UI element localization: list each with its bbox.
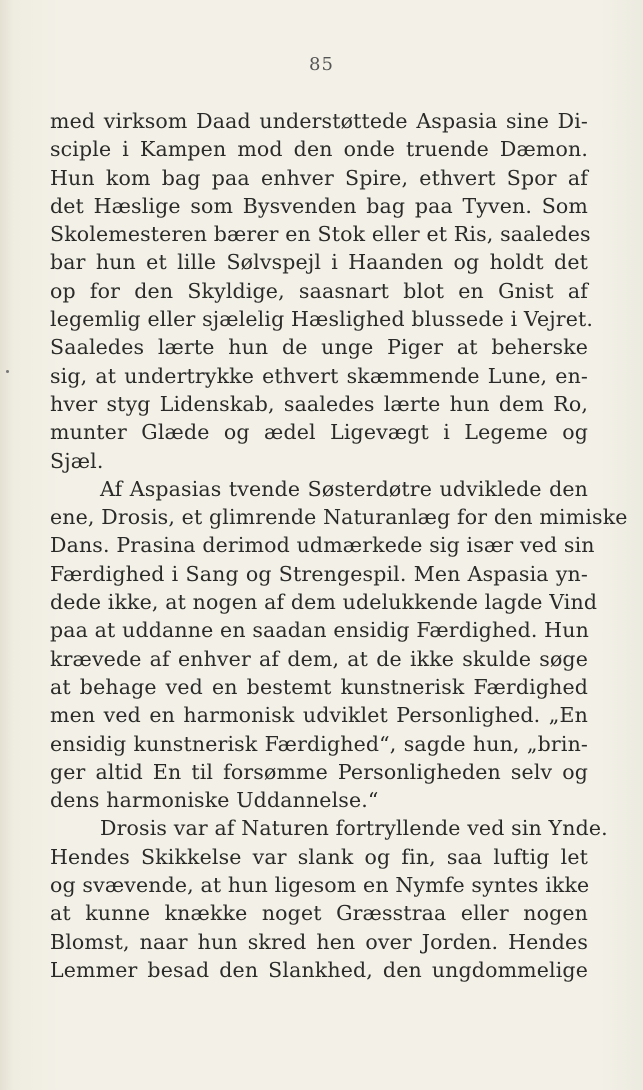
margin-mark [6,370,9,373]
text-line: Skolemesteren bærer en Stok eller et Ris, saaledes [50,222,591,247]
text-line: hver styg Lidenskab, saaledes lærte hun dem Ro, [50,391,588,416]
text-line: Hun kom bag paa enhver Spire, ethvert Spor af [50,165,588,190]
text-line: at kunne knække noget Græsstraa eller nogen [50,901,588,926]
text-line: ensidig kunstnerisk Færdighed“, sagde hun, „brin- [50,731,588,756]
text-line: med virksom Daad understøttede Aspasia sine Di- [50,109,588,133]
text-line: sig, at undertrykke ethvert skæmmende Lune, en- [50,363,588,388]
text-line: Hendes Skikkelse var slank og fin, saa luftig let [50,844,588,869]
text-line: det Hæslige som Bysvenden bag paa Tyven. Som [50,193,588,218]
text-line: op for den Skyldige, saasnart blot en Gnist af [50,278,588,303]
text-line: krævede af enhver af dem, at de ikke skulde søge [50,646,588,671]
text-line: Lemmer besad den Slankhed, den ungdommelige [50,957,588,982]
text-line: og svævende, at hun ligesom en Nymfe syntes ikke [50,873,590,898]
text-line: munter Glæde og ædel Ligevægt i Legeme og [50,420,588,445]
text-line: dede ikke, at nogen af dem udelukkende lagde Vind [50,590,598,615]
text-line: Færdighed i Sang og Strengespil. Men Aspasia yn- [50,561,588,586]
text-line: ene, Drosis, et glimrende Naturanlæg for den mimiske [50,505,628,530]
text-line: Saaledes lærte hun de unge Piger at beherske [50,335,588,360]
body-text [50,107,628,984]
text-line: paa at uddanne en saadan ensidig Færdighed. Hun [50,618,589,643]
page-number: 85 [309,54,334,75]
text-line: Sjæl. [50,448,104,473]
text-line: Dans. Prasina derimod udmærkede sig især ved sin [50,533,595,558]
text-line: sciple i Kampen mod den onde truende Dæmon. [50,137,588,162]
text-line: dens harmoniske Uddannelse.“ [50,788,379,813]
text-line: ger altid En til forsømme Personligheden selv og [50,759,588,784]
text-line: bar hun et lille Sølvspejl i Haanden og holdt det [50,250,588,275]
text-line: Af Aspasias tvende Søsterdøtre udviklede den [100,476,588,501]
text-line: legemlig eller sjælelig Hæslighed blussede i Vejret. [50,307,594,332]
text-line: Blomst, naar hun skred hen over Jorden. Hendes [50,929,588,954]
text-line: Drosis var af Naturen fortryllende ved sin Ynde. [100,816,608,841]
text-line: men ved en harmonisk udviklet Personlighed. „En [50,703,588,728]
text-line: at behage ved en bestemt kunstnerisk Færdighed [50,674,588,699]
